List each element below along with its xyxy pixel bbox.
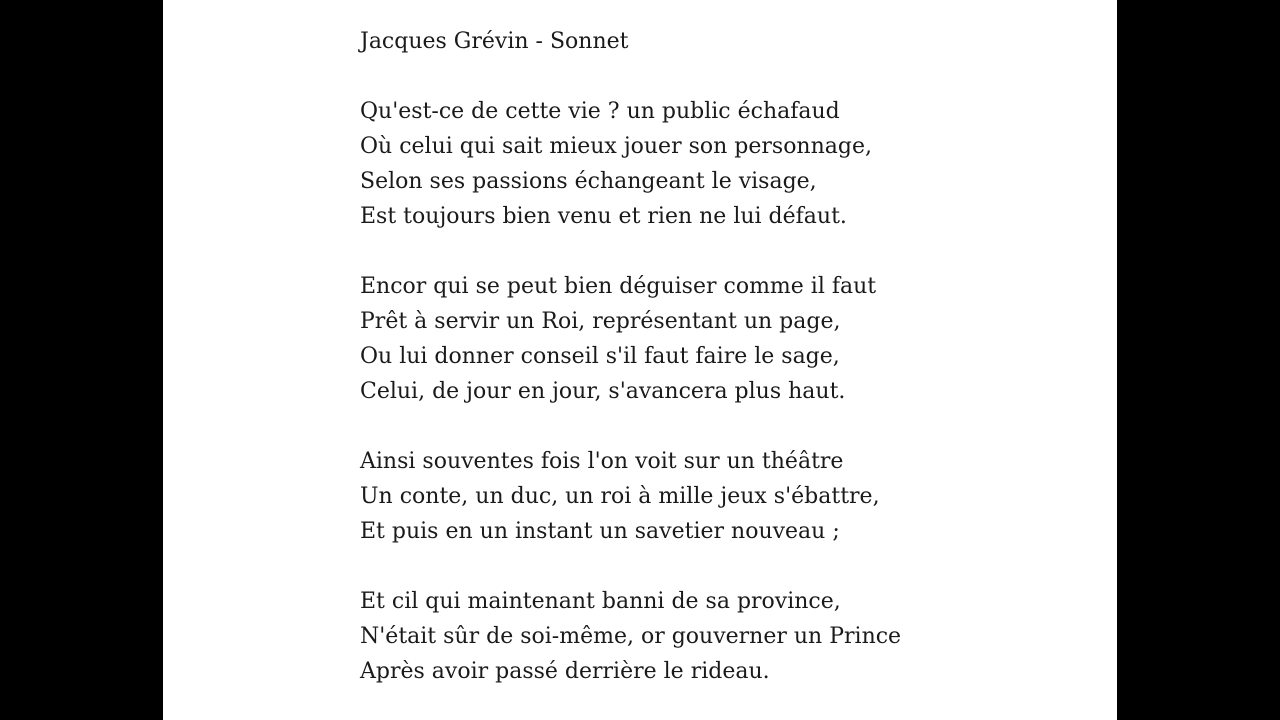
- poem-line: Qu'est-ce de cette vie ? un public échafaud: [360, 99, 840, 124]
- poem-line: Celui, de jour en jour, s'avancera plus haut.: [360, 379, 846, 404]
- stanza-2: [360, 269, 901, 409]
- poem-text: [360, 24, 901, 689]
- stanza-4: [360, 584, 901, 689]
- poem-line: Ainsi souventes fois l'on voit sur un théâtre: [360, 449, 844, 474]
- poem-line: Et puis en un instant un savetier nouveau ;: [360, 519, 840, 544]
- poem-line: Encor qui se peut bien déguiser comme il faut: [360, 274, 877, 299]
- stanza-1: [360, 94, 901, 234]
- poem-line: Après avoir passé derrière le rideau.: [360, 659, 770, 684]
- poem-line: Est toujours bien venu et rien ne lui défaut.: [360, 204, 847, 229]
- poem-line: Où celui qui sait mieux jouer son personnage,: [360, 134, 872, 159]
- poem-title: Jacques Grévin - Sonnet: [360, 29, 629, 54]
- poem-line: Ou lui donner conseil s'il faut faire le sage,: [360, 344, 840, 369]
- poem-line: N'était sûr de soi-même, or gouverner un Prince: [360, 624, 902, 649]
- poem-line: Et cil qui maintenant banni de sa province,: [360, 589, 841, 614]
- document-page: [163, 0, 1117, 720]
- poem-line: Un conte, un duc, un roi à mille jeux s'ébattre,: [360, 484, 880, 509]
- poem-line: Prêt à servir un Roi, représentant un page,: [360, 309, 841, 334]
- poem-line: Selon ses passions échangeant le visage,: [360, 169, 817, 194]
- stanza-3: [360, 444, 901, 549]
